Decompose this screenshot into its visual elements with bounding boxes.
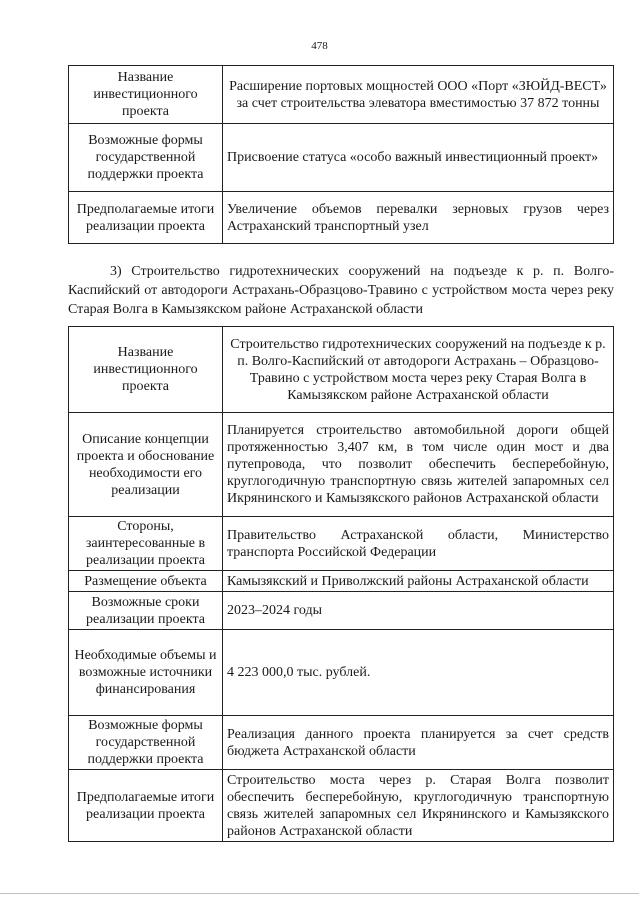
table-row <box>69 770 614 842</box>
section-paragraph: 3) Строительство гидротехнических сооружений на подъезде к р. п. Волго-Каспийский от автодороги Астрахань-Образцово-Травино с устройством моста через реку Старая Волга в Камызякском районе Астраханской области <box>68 264 614 317</box>
row-value: 4 223 000,0 тыс. рублей. <box>223 630 614 716</box>
table-row <box>69 571 614 592</box>
table-row <box>69 327 614 413</box>
row-label: Предполагаемые итоги реализации проекта <box>69 770 223 842</box>
row-value: Присвоение статуса «особо важный инвестиционный проект» <box>223 124 614 192</box>
row-label: Название инвестиционного проекта <box>69 66 223 124</box>
table-row <box>69 124 614 192</box>
page-number: 478 <box>311 40 328 52</box>
row-value: Правительство Астраханской области, Министерство транспорта Российской Федерации <box>223 517 614 571</box>
table-row <box>69 413 614 517</box>
row-label: Возможные формы государственной поддержки проекта <box>69 716 223 770</box>
investment-project-table-2 <box>68 326 614 842</box>
row-label: Стороны, заинтересованные в реализации проекта <box>69 517 223 571</box>
table-row <box>69 630 614 716</box>
row-label: Описание концепции проекта и обоснование необходимости его реализации <box>69 413 223 517</box>
row-label: Возможные формы государственной поддержки проекта <box>69 124 223 192</box>
row-label: Предполагаемые итоги реализации проекта <box>69 192 223 244</box>
table-row <box>69 592 614 630</box>
row-value: Камызякский и Приволжский районы Астраханской области <box>223 571 614 592</box>
row-value: Строительство гидротехнических сооружений на подъезде к р. п. Волго-Каспийский от автодороги Астрахань – Образцово-Травино с устройством моста через реку Старая Волга в Камызякском районе Астраханской области <box>223 327 614 413</box>
table-row <box>69 66 614 124</box>
row-value: 2023–2024 годы <box>223 592 614 630</box>
row-value: Планируется строительство автомобильной дороги общей протяженностью 3,407 км, в том числе один мост и два путепровода, что позволит обеспечить бесперебойную, круглогодичную транспортную связь жителей запаромных сел Икрянинского и Камызякского районов Астраханской области <box>223 413 614 517</box>
table-row <box>69 716 614 770</box>
page-bottom-divider <box>0 893 639 894</box>
row-label: Необходимые объемы и возможные источники финансирования <box>69 630 223 716</box>
investment-project-table-1 <box>68 65 614 244</box>
table-row <box>69 517 614 571</box>
row-label: Название инвестиционного проекта <box>69 327 223 413</box>
row-value: Строительство моста через р. Старая Волга позволит обеспечить бесперебойную, круглогодичную транспортную связь жителей запаромных сел Икрянинского и Камызякского районов Астраханской области <box>223 770 614 842</box>
row-label: Размещение объекта <box>69 571 223 592</box>
table-row <box>69 192 614 244</box>
row-value: Реализация данного проекта планируется за счет средств бюджета Астраханской области <box>223 716 614 770</box>
row-value: Расширение портовых мощностей ООО «Порт «ЗЮЙД-ВЕСТ» за счет строительства элеватора вместимостью 37 872 тонны <box>223 66 614 124</box>
row-value: Увеличение объемов перевалки зерновых грузов через Астраханский транспортный узел <box>223 192 614 244</box>
row-label: Возможные сроки реализации проекта <box>69 592 223 630</box>
